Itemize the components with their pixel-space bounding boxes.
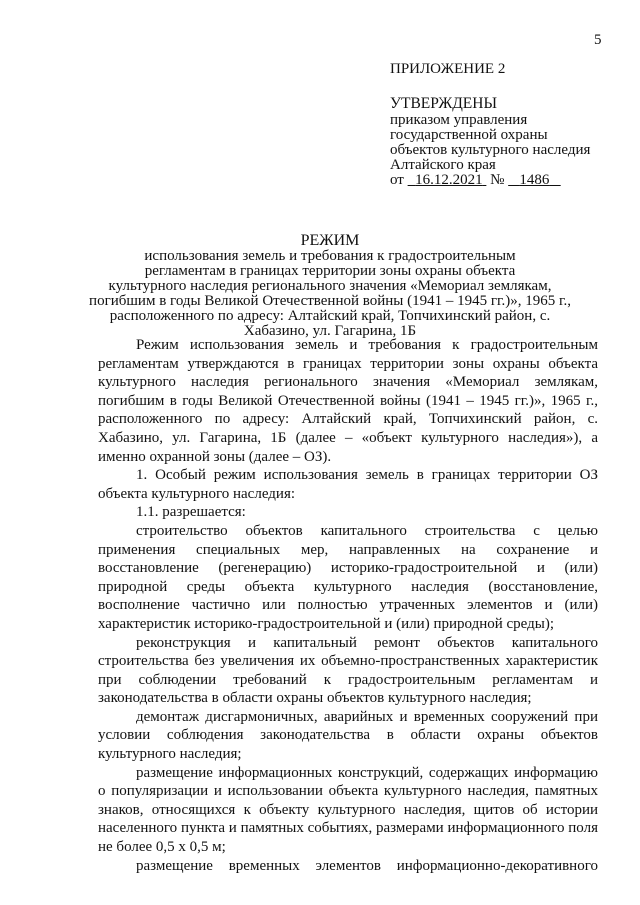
heading-line: Хабазино, ул. Гагарина, 1Б — [243, 323, 417, 339]
heading-title: РЕЖИМ — [300, 232, 360, 249]
heading-line: погибшим в годы Великой Отечественной войны (1941 – 1945 гг.)», 1965 г., — [89, 293, 571, 309]
approved-label: УТВЕРЖДЕНЫ — [390, 95, 497, 112]
approval-line: объектов культурного наследия — [390, 142, 591, 158]
approval-block — [390, 113, 605, 188]
intro-paragraph: Режим использования земель и требования к градостроительным регламентам утверждаются в границах территории зоны охраны объекта культурного наследия регионального значения «Мемориал землякам, погибшим в годы Великой Отечественной войны (1941 – 1945 гг.)», 1965 г., расположенного по адресу: Алтайский край, Топчихинский район, с. Хабазино, ул. Гагарина, 1Б (далее – «объект культурного наследия»), а именно охранной зоны (далее – ОЗ). — [98, 337, 598, 465]
date-prefix: от — [390, 172, 404, 188]
approval-line: приказом управления — [390, 112, 528, 128]
heading-line: культурного наследия регионального значения «Мемориал землякам, — [108, 278, 552, 294]
allowed-item-paragraph: размещение информационных конструкций, содержащих информацию о популяризации и использовании объекта культурного наследия, памятных знаков, относящихся к объекту культурного наследия, щитов об истории населенного пункта и памятных событиях, размерами информационного поля не более 0,5 х 0,5 м; — [98, 764, 598, 856]
heading-line: использования земель и требования к градостроительным — [144, 248, 516, 264]
appendix-label: ПРИЛОЖЕНИЕ 2 — [390, 61, 506, 77]
allowed-item-paragraph: размещение временных элементов информационно-декоративного — [136, 857, 598, 874]
subsection-1-1-paragraph: 1.1. разрешается: — [136, 504, 246, 521]
approval-date-line — [390, 173, 605, 188]
heading-line: регламентам в границах территории зоны охраны объекта — [144, 263, 516, 279]
number-sign: № — [490, 172, 505, 188]
approval-line: государственной охраны — [390, 127, 548, 143]
approval-line: Алтайского края — [390, 157, 496, 173]
section-1-paragraph: 1. Особый режим использования земель в границах территории ОЗ объекта культурного наследия: — [98, 467, 598, 502]
allowed-item-paragraph: строительство объектов капитального строительства с целью применения специальных мер, направленных на сохранение и восстановление (регенерацию) историко-градостроительной и (или) природной среды объекта культурного наследия (восстановление, восполнение частично или полностью утраченных элементов и (или) характеристик историко-градостроительной и (или) природной среды); — [98, 522, 598, 632]
approval-date: 16.12.2021 — [415, 172, 483, 188]
approval-number: 1486 — [519, 172, 550, 188]
document-heading — [80, 233, 580, 339]
page-number: 5 — [594, 32, 602, 48]
heading-line: расположенного по адресу: Алтайский край, Топчихинский район, с. — [109, 308, 551, 324]
document-body — [98, 336, 598, 875]
allowed-item-paragraph: реконструкция и капитальный ремонт объектов капитального строительства без увеличения их объемно-пространственных характеристик при соблюдении требований к градостроительным регламентам и законодательства в области охраны объектов культурного наследия; — [98, 634, 598, 707]
allowed-item-paragraph: демонтаж дисгармоничных, аварийных и временных сооружений при условии соблюдения законодательства в области охраны объектов культурного наследия; — [98, 708, 598, 763]
